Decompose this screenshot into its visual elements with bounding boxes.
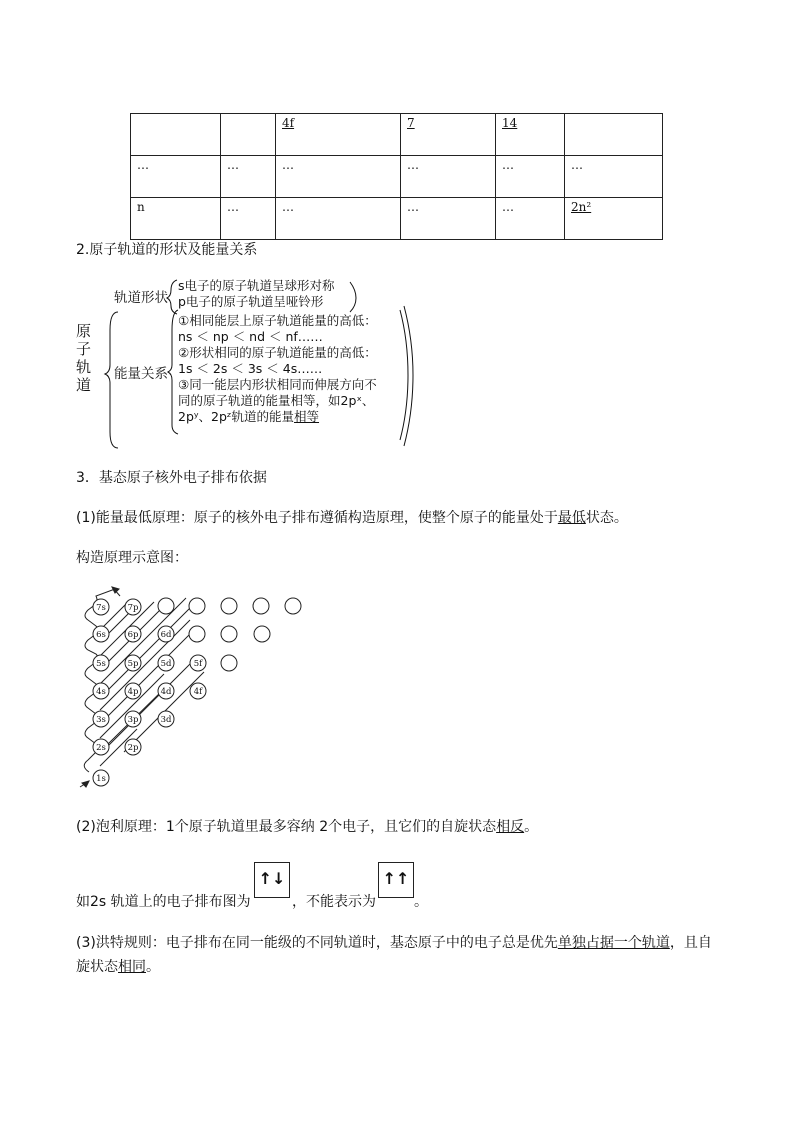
- table-cell: …: [276, 156, 401, 198]
- p3-underlined: 单独占据一个轨道: [557, 935, 670, 951]
- orbital-empty: [189, 598, 205, 614]
- energy-line: ns ＜ np ＜ nd ＜ nf……: [178, 329, 323, 344]
- root-label-char: 原: [76, 322, 92, 340]
- table-cell: n: [131, 198, 221, 240]
- orbital-label: 7p: [127, 603, 139, 613]
- orbital-label: 6s: [96, 630, 106, 640]
- orbital-label: 5s: [96, 659, 106, 669]
- table-cell: …: [276, 198, 401, 240]
- orbital-label: 2s: [96, 743, 106, 753]
- energy-line: ②形状相同的原子轨道能量的高低：: [178, 345, 377, 360]
- orbital-box-incorrect: [378, 862, 414, 898]
- table-cell: …: [131, 156, 221, 198]
- energy-line: ③同一能层内形状相同而伸展方向不: [178, 377, 377, 392]
- energy-line: 同的原子轨道的能量相等，如2pˣ、: [178, 393, 375, 408]
- p3-prefix: (3)洪特规则：电子排布在同一能级的不同轨道时，基态原子中的电子总是优先: [76, 935, 558, 951]
- orbital-label: 2p: [127, 743, 139, 753]
- spin-arrows-paired: ↑↓: [258, 869, 286, 888]
- orbital-label: 5f: [193, 659, 203, 669]
- p2-prefix: (2)泡利原理：1个原子轨道里最多容纳 2个电子，且它们的自旋状态: [76, 819, 497, 835]
- orbital-empty: [158, 598, 174, 614]
- p1-prefix: (1)能量最低原理：原子的核外电子排布遵循构造原理，使整个原子的能量处于: [76, 510, 558, 526]
- cell-text: 7: [407, 116, 415, 130]
- orbital-label: 5d: [160, 659, 172, 669]
- orbital-label: 7s: [96, 603, 106, 613]
- orbital-label: 3p: [127, 715, 139, 725]
- p2-suffix: 。: [524, 819, 539, 835]
- orbital-label: 6d: [160, 630, 172, 640]
- p3-line2-prefix: 旋状态: [76, 959, 118, 975]
- example-prefix: 如2s 轨道上的电子排布图为: [76, 894, 251, 910]
- shape-line: s电子的原子轨道呈球形对称: [178, 278, 335, 293]
- bottom-arrow-head: [82, 781, 89, 787]
- cell-text: 14: [502, 116, 518, 130]
- orbital-empty: [221, 626, 237, 642]
- p3-line2: [76, 955, 726, 979]
- table-cell: …: [401, 156, 496, 198]
- orbital-label: 5p: [127, 659, 139, 669]
- orbital-label: 4f: [193, 687, 203, 697]
- p1-underlined: 最低: [557, 510, 586, 526]
- root-label-char: 道: [76, 376, 92, 394]
- table-cell: …: [221, 156, 276, 198]
- orbital-label: 4p: [127, 687, 139, 697]
- p3-line1: [76, 931, 726, 955]
- energy-line: ①相同能层上原子轨道能量的高低：: [178, 313, 377, 328]
- table-cell: …: [401, 198, 496, 240]
- orbital-label: 3s: [96, 715, 106, 725]
- table-cell: …: [221, 198, 276, 240]
- p3-mid: ，且自: [669, 935, 712, 951]
- energy-last-prefix: 2pʸ、2pᶻ轨道的能量: [178, 409, 295, 424]
- orbital-box-correct: [254, 862, 290, 898]
- paragraph-hund: [76, 931, 726, 979]
- energy-label: 能量关系: [114, 366, 168, 382]
- example-middle: ，不能表示为: [292, 894, 376, 910]
- orbital-label: 6p: [127, 630, 139, 640]
- orbital-empty: [254, 626, 270, 642]
- orbital-label: 4s: [96, 687, 106, 697]
- example-suffix: 。: [414, 894, 428, 910]
- orbital-empty: [221, 598, 237, 614]
- p2-underlined: 相反: [496, 819, 525, 835]
- table-cell: …: [496, 156, 565, 198]
- energy-line: 1s ＜ 2s ＜ 3s ＜ 4s……: [178, 361, 323, 376]
- cell-text: 2n²: [571, 200, 592, 214]
- aufbau-diagonal: [100, 620, 196, 716]
- orbital-label: 4d: [160, 687, 172, 697]
- shape-line: p电子的原子轨道呈哑铃形: [178, 294, 324, 309]
- paragraph-pauli: [76, 816, 538, 836]
- table-cell: …: [565, 156, 663, 198]
- p1-suffix: 状态。: [585, 510, 628, 526]
- orbital-label: 3d: [160, 715, 172, 725]
- cell-text: 4f: [282, 116, 295, 130]
- diagram-caption: 构造原理示意图：: [76, 550, 188, 566]
- orbital-label: 1s: [96, 774, 106, 784]
- top-arrow-head: [112, 587, 119, 593]
- orbital-empty: [221, 655, 237, 671]
- aufbau-diagonal: [108, 664, 204, 752]
- p3-line2-underlined: 相同: [118, 959, 146, 975]
- p3-line2-suffix: 。: [146, 959, 160, 975]
- section2-heading: 2.原子轨道的形状及能量关系: [76, 242, 258, 258]
- root-label-char: 轨: [76, 358, 92, 376]
- orbital-empty: [285, 598, 301, 614]
- root-label-char: 子: [76, 340, 92, 358]
- orbital-empty: [189, 626, 205, 642]
- spin-arrows-parallel: ↑↑: [382, 869, 410, 888]
- orbital-empty: [253, 598, 269, 614]
- table-cell: …: [496, 198, 565, 240]
- section3-heading: 3．基态原子核外电子排布依据: [76, 470, 267, 486]
- shape-label: 轨道形状: [114, 290, 168, 306]
- energy-last-underlined: 相等: [294, 409, 320, 424]
